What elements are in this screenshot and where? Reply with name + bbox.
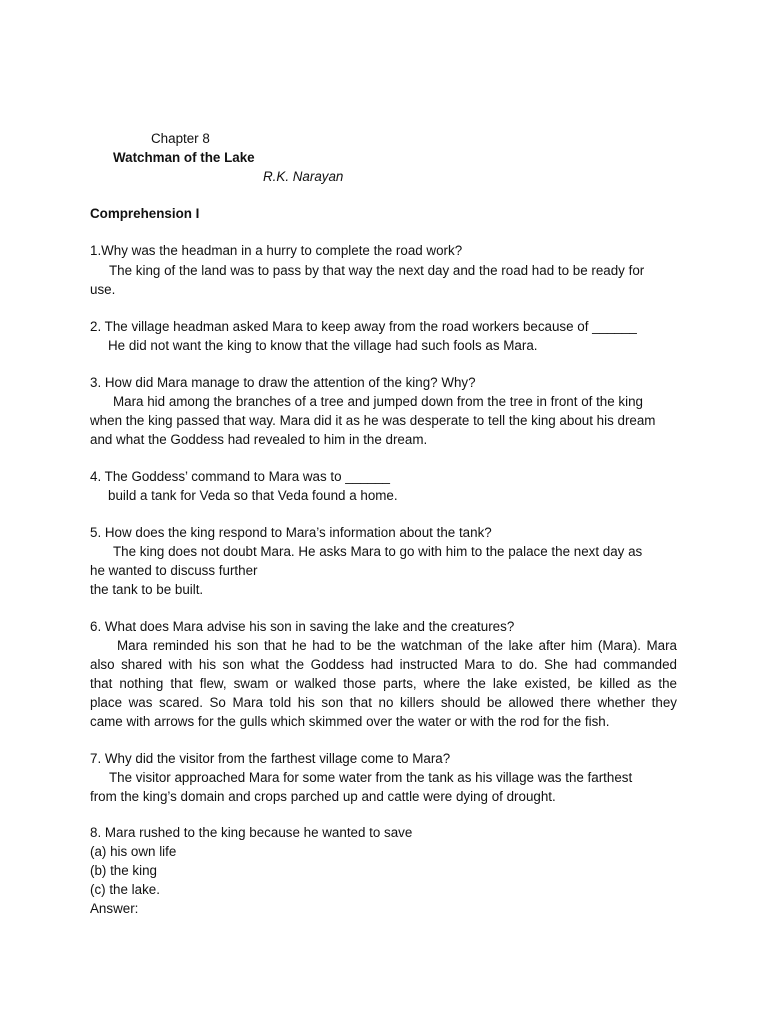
answer-label: Answer: xyxy=(90,901,139,916)
answer-5-line-2: he wanted to discuss further xyxy=(90,563,258,578)
answer-5-line-1: The king does not doubt Mara. He asks Mara to go with him to the palace the next day as xyxy=(113,544,643,559)
question-7: 7. Why did the visitor from the farthest village come to Mara? xyxy=(90,751,451,766)
chapter-number: Chapter 8 xyxy=(151,131,210,146)
answer-6-line-5: came with arrows for the gulls which skimmed over the water or with the rod for the fish. xyxy=(90,714,610,729)
option-b: (b) the king xyxy=(90,863,157,878)
answer-3-line-2: when the king passed that way. Mara did it as he was desperate to tell the king about his dream xyxy=(90,413,656,428)
author-name: R.K. Narayan xyxy=(263,169,344,184)
answer-1-line-2: use. xyxy=(90,282,116,297)
answer-3-line-1: Mara hid among the branches of a tree and jumped down from the tree in front of the king xyxy=(113,394,643,409)
question-4: 4. The Goddess’ command to Mara was to ______ xyxy=(90,469,390,484)
option-a: (a) his own life xyxy=(90,844,177,859)
option-c: (c) the lake. xyxy=(90,882,160,897)
question-3: 3. How did Mara manage to draw the attention of the king? Why? xyxy=(90,375,476,390)
answer-5-line-3: the tank to be built. xyxy=(90,582,204,597)
question-2: 2. The village headman asked Mara to keep away from the road workers because of ______ xyxy=(90,319,637,334)
answer-2-line-1: He did not want the king to know that the village had such fools as Mara. xyxy=(108,338,538,353)
answer-4-line-1: build a tank for Veda so that Veda found a home. xyxy=(108,488,398,503)
question-1: 1.Why was the headman in a hurry to complete the road work? xyxy=(90,243,463,258)
section-title: Comprehension I xyxy=(90,206,200,221)
answer-6-line-3: that nothing that flew, swam or walked those parts, where the lake existed, be killed as the xyxy=(90,676,677,691)
question-8: 8. Mara rushed to the king because he wanted to save xyxy=(90,825,413,840)
answer-6-line-4: place was scared. So Mara told his son that no killers should be allowed there whether they xyxy=(90,695,677,710)
question-5: 5. How does the king respond to Mara’s information about the tank? xyxy=(90,525,492,540)
answer-7-line-2: from the king’s domain and crops parched up and cattle were dying of drought. xyxy=(90,789,556,804)
answer-6-line-2: also shared with his son what the Goddess had instructed Mara to do. She had commanded xyxy=(90,657,677,672)
answer-7-line-1: The visitor approached Mara for some water from the tank as his village was the farthest xyxy=(109,770,633,785)
answer-6-line-1: Mara reminded his son that he had to be the watchman of the lake after him (Mara). Mara xyxy=(117,638,677,653)
question-6: 6. What does Mara advise his son in saving the lake and the creatures? xyxy=(90,619,515,634)
answer-1-line-1: The king of the land was to pass by that way the next day and the road had to be ready for xyxy=(109,263,645,278)
answer-3-line-3: and what the Goddess had revealed to him in the dream. xyxy=(90,432,428,447)
chapter-title: Watchman of the Lake xyxy=(113,150,255,165)
